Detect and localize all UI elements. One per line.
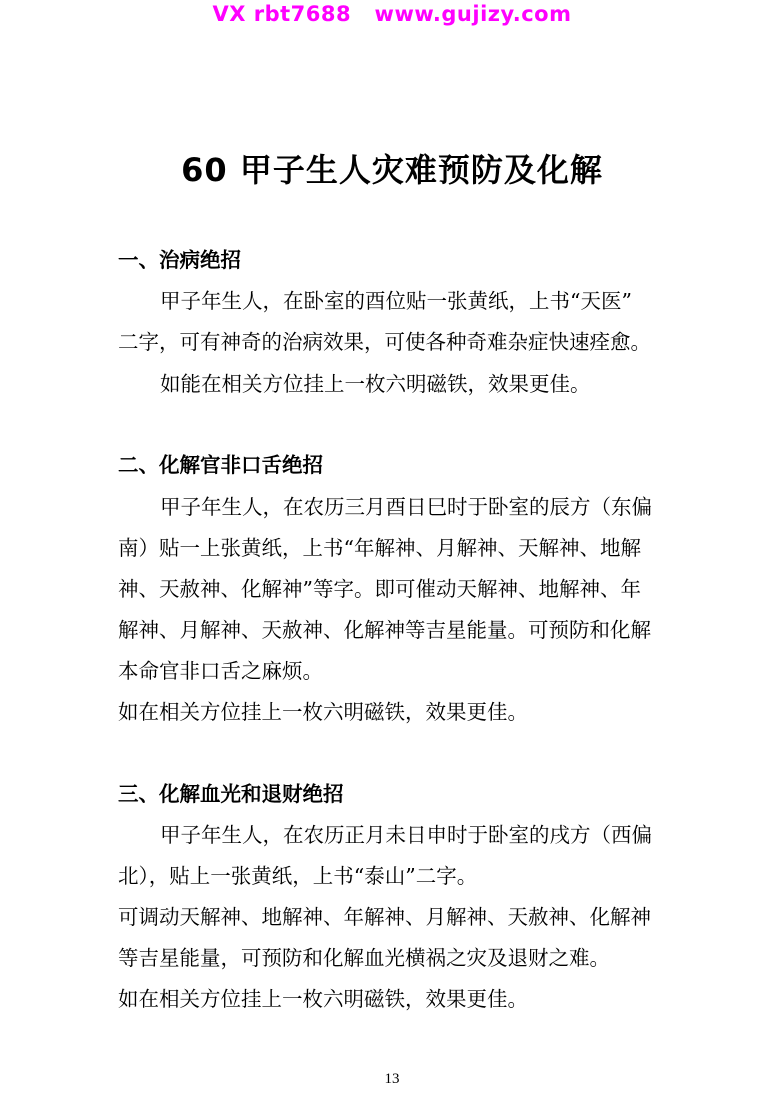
- paragraph-line: 本命官非口舌之麻烦。: [118, 659, 323, 683]
- paragraph-line: 可调动天解神、地解神、年解神、月解神、天赦神、化解神: [118, 905, 651, 929]
- document-title: 60 甲子生人灾难预防及化解: [181, 151, 603, 189]
- section-heading: 一、治病绝招: [118, 248, 241, 272]
- paragraph-line: 甲子年生人，在农历三月酉日巳时于卧室的辰方（东偏: [160, 495, 652, 519]
- paragraph-line: 如在相关方位挂上一枚六明磁铁，效果更佳。: [118, 700, 528, 724]
- paragraph-line: 解神、月解神、天赦神、化解神等吉星能量。可预防和化解: [118, 618, 651, 642]
- section-heading: 三、化解血光和退财绝招: [118, 782, 344, 806]
- paragraph-line: 南）贴一上张黄纸，上书“年解神、月解神、天解神、地解: [118, 536, 641, 560]
- paragraph-line: 甲子年生人，在卧室的酉位贴一张黄纸，上书“天医”: [160, 289, 632, 313]
- paragraph-line: 甲子年生人，在农历正月未日申时于卧室的戌方（西偏: [160, 823, 652, 847]
- paragraph-line: 等吉星能量，可预防和化解血光横祸之灾及退财之难。: [118, 946, 610, 970]
- paragraph-line: 神、天赦神、化解神”等字。即可催动天解神、地解神、年: [118, 577, 641, 601]
- paragraph-line: 二字，可有神奇的治病效果，可使各种奇难杂症快速痊愈。: [118, 330, 651, 354]
- watermark-header: VX rbt7688 www.gujizy.com: [212, 2, 572, 26]
- paragraph-line: 如在相关方位挂上一枚六明磁铁，效果更佳。: [118, 987, 528, 1011]
- page-number: 13: [384, 1071, 400, 1087]
- paragraph-line: 如能在相关方位挂上一枚六明磁铁，效果更佳。: [160, 372, 591, 396]
- section-heading: 二、化解官非口舌绝招: [118, 453, 323, 477]
- paragraph-line: 北），贴上一张黄纸，上书“泰山”二字。: [118, 864, 478, 888]
